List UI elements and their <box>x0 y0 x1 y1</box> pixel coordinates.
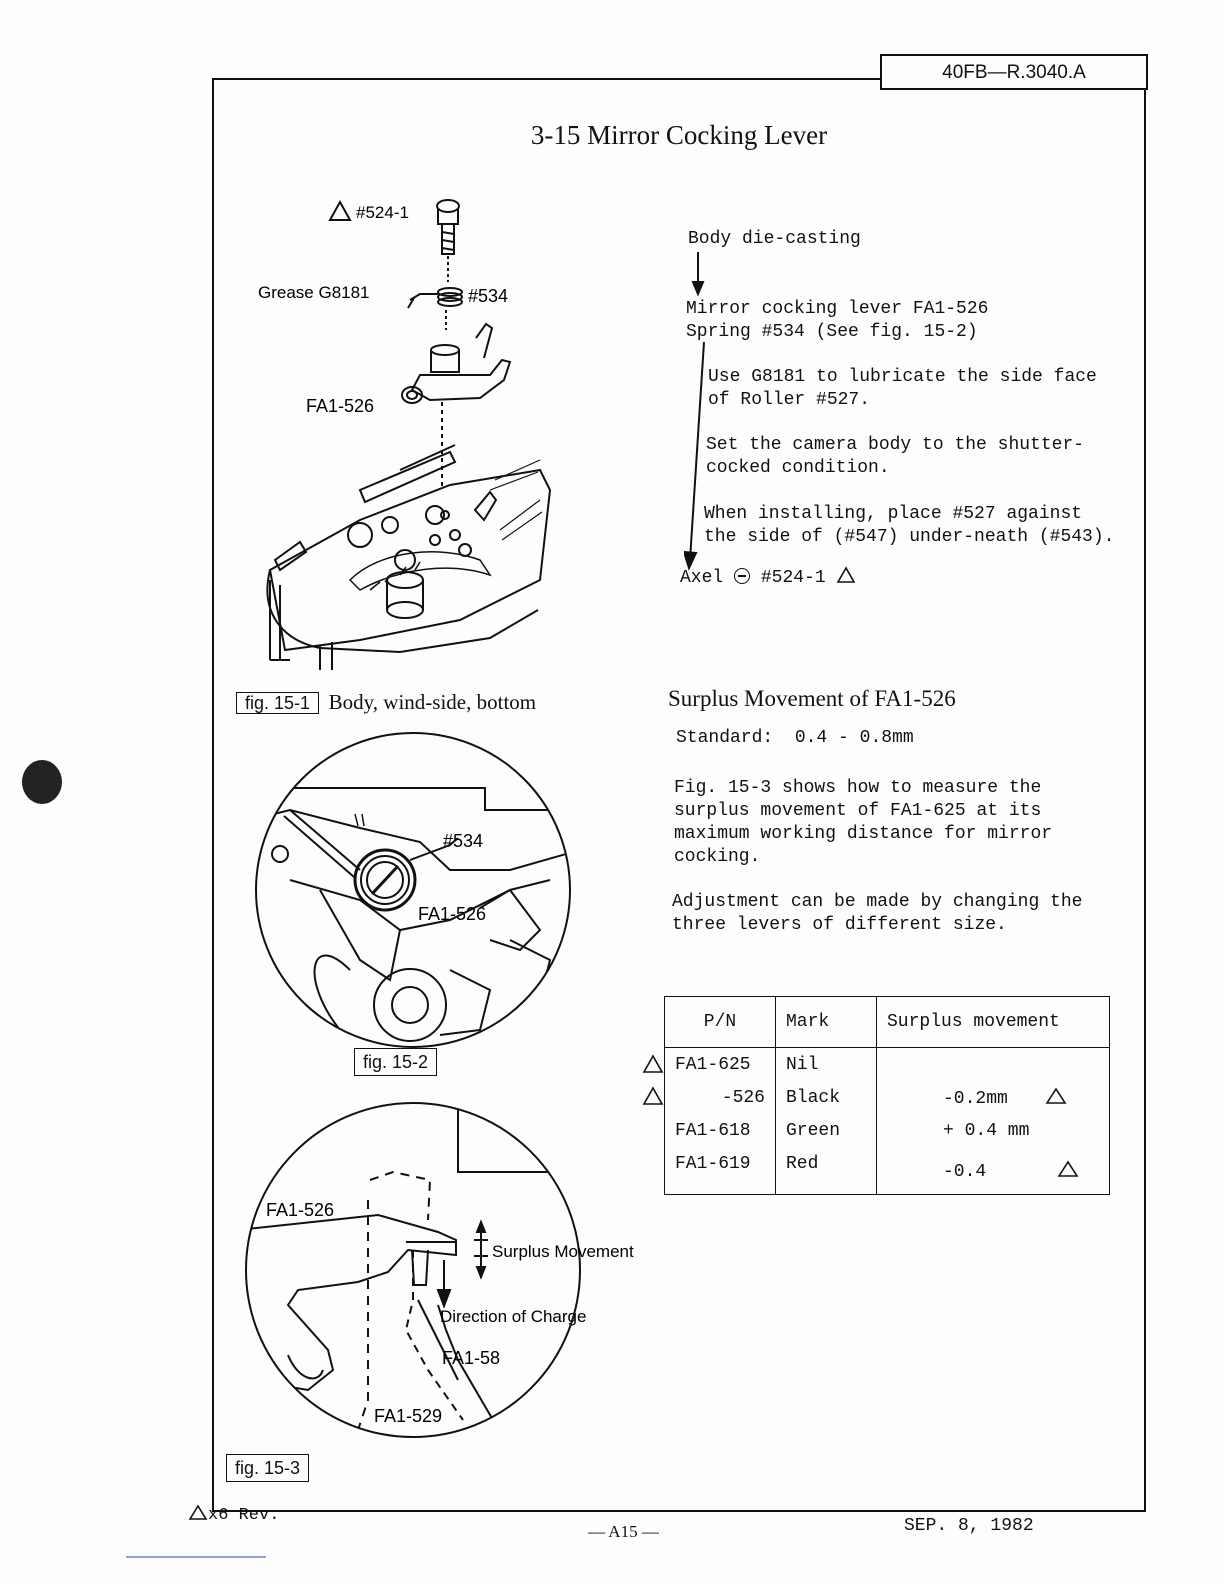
cell-mark: Red <box>776 1147 877 1195</box>
note-lubricate-line2: of Roller #527. <box>708 390 871 410</box>
cell-mark: Nil <box>776 1048 877 1082</box>
surplus-paragraph-1 <box>674 777 1052 869</box>
para2-line2: three levers of different size. <box>672 915 1007 935</box>
fig-15-2-drawing <box>250 730 580 1050</box>
standard-value: 0.4 - 0.8mm <box>794 728 914 748</box>
cell-surplus <box>877 1147 1110 1195</box>
step-body-die-casting: Body die-casting <box>688 229 861 249</box>
label-fa1-58: FA1-58 <box>442 1348 501 1368</box>
para1-line1: Fig. 15-3 shows how to measure the <box>674 778 1042 798</box>
surplus-paragraph-2 <box>672 891 1082 937</box>
warning-triangle-icon <box>1057 1160 1079 1178</box>
note-shutter-line2: cocked condition. <box>706 458 890 478</box>
cell-pn: FA1-618 <box>665 1114 776 1147</box>
para1-line2: surplus movement of FA1-625 at its <box>674 801 1042 821</box>
label-grease: Grease G8181 <box>258 283 370 302</box>
note-installing-line2: the side of (#547) under-neath (#543). <box>704 527 1115 547</box>
col-header-surplus: Surplus movement <box>877 997 1110 1048</box>
cell-surplus <box>877 1048 1110 1082</box>
para1-line4: cocking. <box>674 847 761 867</box>
step-axel <box>680 566 856 590</box>
cell-surplus-value: -0.4 <box>943 1161 987 1182</box>
warning-triangle-icon <box>188 1504 208 1521</box>
cell-pn: FA1-625 <box>665 1048 776 1082</box>
cell-surplus: + 0.4 mm <box>877 1114 1110 1147</box>
step-lever-line2: Spring #534 (See fig. 15-2) <box>686 322 978 342</box>
note-shutter-cocked <box>706 434 1084 480</box>
warning-triangle-icon <box>1045 1087 1067 1105</box>
fig-15-1-title: Body, wind-side, bottom <box>328 690 537 714</box>
standard-label: Standard: <box>676 728 774 748</box>
revision-text: x6 Rev. <box>208 1506 280 1525</box>
cell-mark: Green <box>776 1114 877 1147</box>
revision-note <box>188 1504 279 1525</box>
fig-15-3-label: fig. 15-3 <box>226 1454 309 1482</box>
fig-15-2-label: fig. 15-2 <box>354 1048 437 1076</box>
fig-15-1-caption <box>236 690 536 716</box>
label-fa1-529: FA1-529 <box>374 1406 443 1426</box>
table-row <box>665 1114 1110 1147</box>
document-number: 40FB—R.3040.A <box>880 54 1148 90</box>
fig-15-3-drawing <box>238 1100 678 1445</box>
note-lubricate <box>708 366 1097 412</box>
label-surplus-movement: Surplus Movement <box>492 1242 634 1261</box>
page-number: — A15 — <box>588 1522 659 1541</box>
minus-circle-icon <box>734 568 750 584</box>
note-installing-line1: When installing, place #527 against <box>704 504 1083 524</box>
table-row <box>665 1147 1110 1195</box>
step-lever-line1: Mirror cocking lever FA1-526 <box>686 299 989 319</box>
note-lubricate-line1: Use G8181 to lubricate the side face <box>708 367 1097 387</box>
cell-pn: FA1-619 <box>665 1147 776 1195</box>
para1-line3: maximum working distance for mirror <box>674 824 1053 844</box>
cell-surplus <box>877 1081 1110 1114</box>
warning-triangle-icon <box>836 566 856 584</box>
note-shutter-line1: Set the camera body to the shutter- <box>706 435 1085 455</box>
standard-line <box>676 727 914 750</box>
label-spring-534: #534 <box>468 286 509 306</box>
para2-line1: Adjustment can be made by changing the <box>672 892 1083 912</box>
label-lever-fa1-526: FA1-526 <box>418 904 487 924</box>
surplus-heading: Surplus Movement of FA1-526 <box>668 686 956 711</box>
page-title: 3-15 Mirror Cocking Lever <box>530 120 828 150</box>
cell-surplus-value: -0.2mm <box>943 1088 1008 1109</box>
document-date: SEP. 8, 1982 <box>904 1516 1034 1536</box>
part-number-table <box>664 996 1110 1195</box>
fig-15-1-drawing <box>240 190 660 690</box>
fig-15-1-label: fig. 15-1 <box>236 692 319 714</box>
scan-artifact-line <box>126 1556 266 1558</box>
col-header-pn: P/N <box>665 997 776 1048</box>
step-mirror-cocking-lever <box>686 298 988 344</box>
label-direction-of-charge: Direction of Charge <box>440 1307 587 1326</box>
table-row <box>665 1081 1110 1114</box>
punch-hole <box>22 760 62 804</box>
step-axel-part: #524-1 <box>760 568 826 588</box>
label-spring-534: #534 <box>443 831 484 851</box>
step-axel-label: Axel <box>680 568 724 588</box>
label-lever-fa1-526: FA1-526 <box>306 396 375 416</box>
label-lever-fa1-526: FA1-526 <box>266 1200 335 1220</box>
table-row <box>665 1048 1110 1082</box>
col-header-mark: Mark <box>776 997 877 1048</box>
label-screw-524-1: #524-1 <box>356 203 409 222</box>
cell-pn: -526 <box>665 1081 776 1114</box>
warning-triangle-icon <box>644 1056 662 1072</box>
warning-triangle-icon <box>330 202 350 220</box>
note-installing <box>704 503 1114 549</box>
cell-mark: Black <box>776 1081 877 1114</box>
